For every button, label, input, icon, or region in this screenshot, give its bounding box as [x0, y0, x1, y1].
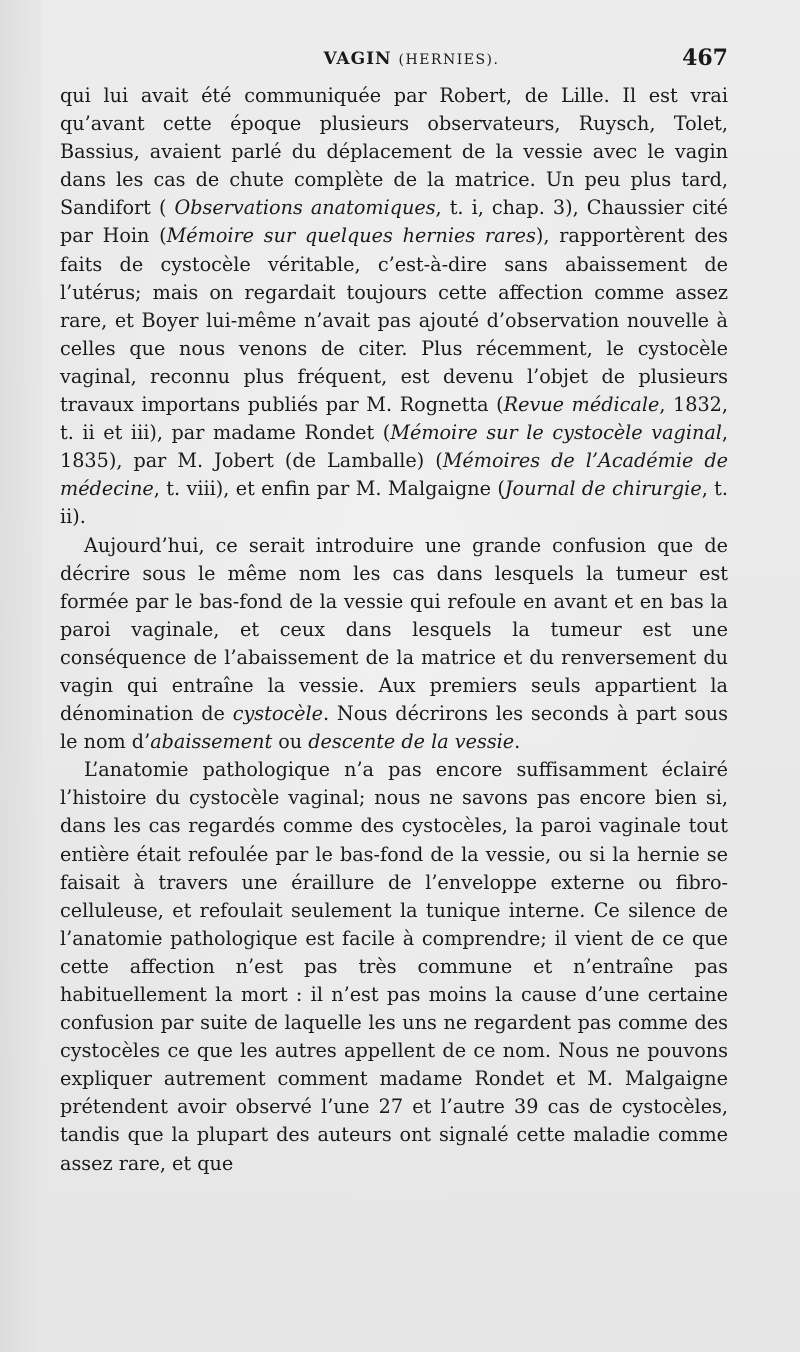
italic-text: descente de la vessie [308, 730, 515, 754]
italic-text: Observations anatomiques [174, 196, 436, 220]
italic-text: Journal de chirurgie [504, 477, 702, 501]
body-text [60, 82, 728, 1178]
italic-text: cystocèle [232, 702, 324, 726]
paragraph-2 [60, 532, 728, 757]
text-run: . Nous décrirons les seconds à part sous le nom d’ [60, 702, 728, 754]
text-run: qui lui avait été communiquée par Robert, de Lille. Il est vrai qu’avant cette époque plusieurs observateurs, Ruysch, Tolet, Bassius, avaient parlé du déplacement de la vessie avec le vagin dans les cas de chute complète de la matrice. Un peu plus tard, Sandifort ( [60, 84, 728, 220]
text-run: , t. viii), et enfin par M. Malgaigne ( [153, 477, 505, 501]
running-head-title: VAGIN [323, 49, 392, 69]
paragraph-3 [60, 756, 728, 1177]
text-run: , t. i, chap. 3), Chaussier cité par Hoin ( [60, 196, 728, 248]
italic-text: abaissement [150, 730, 273, 754]
italic-text: Mémoire sur le cystocèle vaginal [390, 421, 722, 445]
paragraph-1 [60, 82, 728, 532]
page-number: 467 [682, 45, 728, 71]
text-run: . [514, 730, 521, 754]
text-run: , t. ii). [60, 477, 728, 529]
running-head [60, 49, 728, 69]
italic-text: Revue médicale [503, 393, 660, 417]
page-edge-shadow [0, 0, 42, 1352]
italic-text: Mémoires de l’Académie de médecine [60, 449, 728, 501]
text-run: ), rapportèrent des faits de cystocèle véritable, c’est-à-dire sans abaissement de l’utérus; mais on regardait toujours cette affection comme assez rare, et Boyer lui-même n’avait pas ajouté d’observation nouvelle à celles que nous venons de citer. Plus récemment, le cystocèle vaginal, reconnu plus fréquent, est devenu l’objet de plusieurs travaux importans publiés par M. Rognetta ( [60, 224, 728, 417]
running-head-subtitle: (HERNIES). [398, 52, 500, 68]
text-run: L’anatomie pathologique n’a pas encore suffisamment éclairé l’histoire du cystocèle vaginal; nous ne savons pas encore bien si, dans les cas regardés comme des cystocèles, la paroi vaginale tout entière était refoulée par le bas-fond de la vessie, ou si la hernie se faisait à travers une éraillure de l’enveloppe externe ou fibro-celluleuse, et refoulait seulement la tunique interne. Ce silence de l’anatomie pathologique est facile à comprendre; il vient de ce que cette affection n’est pas très commune et n’entraîne pas habituellement la mort : il n’est pas moins la cause d’une certaine confusion par suite de laquelle les uns ne regardent pas comme des cystocèles ce que les autres appellent de ce nom. Nous ne pouvons expliquer autrement comment madame Rondet et M. Malgaigne prétendent avoir observé l’une 27 et l’autre 39 cas de cystocèles, tandis que la plupart des auteurs ont signalé cette maladie comme assez rare, et que [60, 758, 728, 1175]
text-run: ou [272, 730, 309, 754]
italic-text: Mémoire sur quelques hernies rares [166, 224, 536, 248]
text-run: , 1832, t. ii et iii), par madame Rondet ( [60, 393, 728, 445]
text-run: , 1835), par M. Jobert (de Lamballe) ( [60, 421, 729, 473]
text-run: Aujourd’hui, ce serait introduire une grande confusion que de décrire sous le même nom les cas dans lesquels la tumeur est formée par le bas-fond de la vessie qui refoule en avant et en bas la paroi vaginale, et ceux dans lesquels la tumeur est une conséquence de l’abaissement de la matrice et du renversement du vagin qui entraîne la vessie. Aux premiers seuls appartient la dénomination de [60, 533, 728, 726]
page-header [60, 45, 728, 75]
